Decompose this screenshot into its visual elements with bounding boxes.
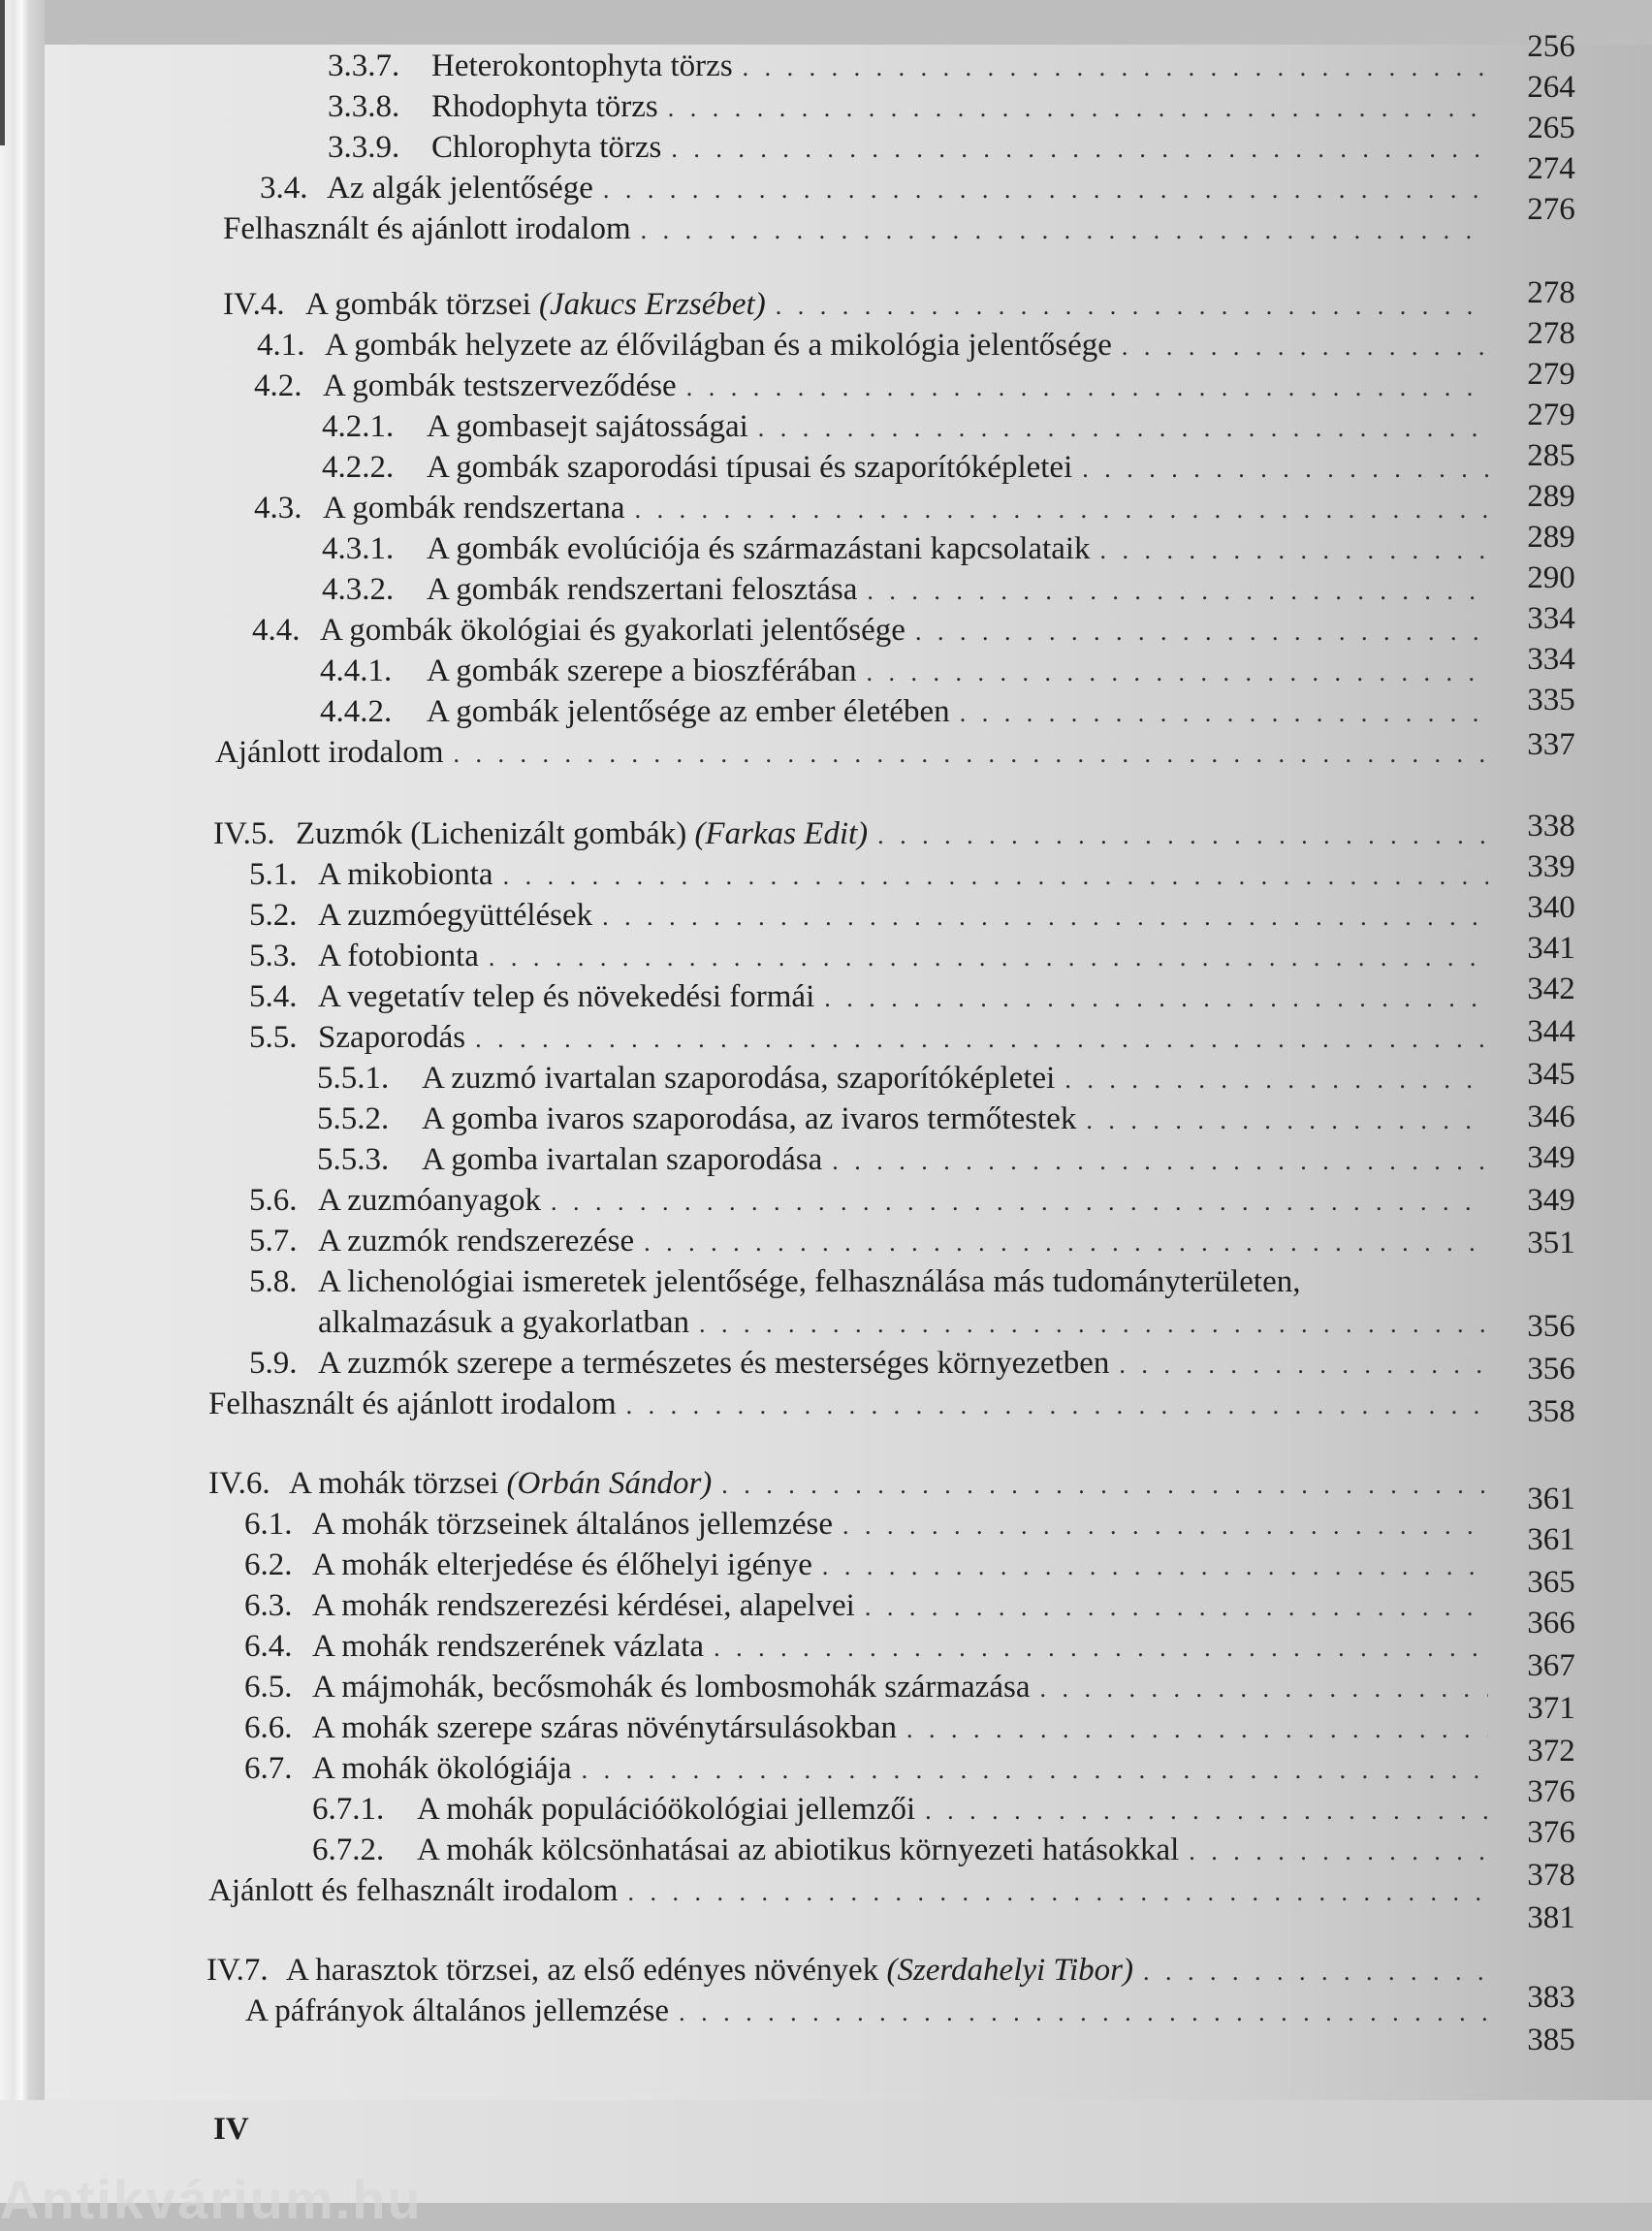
toc-leader-dots: [877, 818, 1488, 853]
toc-entry-6-5: [244, 1668, 1488, 1706]
toc-entry-5-2: [249, 896, 1488, 935]
toc-page-number: 278: [1527, 275, 1575, 310]
toc-leader-dots: [867, 574, 1488, 609]
toc-entry-title: A gombák jelentősége az ember életében: [427, 694, 950, 729]
toc-entry-4-2-2: [322, 448, 1488, 487]
toc-page-number: 339: [1527, 849, 1575, 884]
toc-page-number: 376: [1527, 1774, 1575, 1809]
toc-leader-dots: [627, 1875, 1488, 1910]
toc-page-number: 279: [1527, 398, 1575, 432]
toc-page-number: 349: [1527, 1140, 1575, 1175]
toc-entry-title: Az algák jelentősége: [327, 171, 593, 206]
toc-section-number: 6.7.2.: [312, 1833, 385, 1867]
toc-page-number: 274: [1527, 151, 1575, 186]
toc-section-number: 5.4.: [249, 979, 298, 1014]
toc-entry-title: A lichenológiai ismeretek jelentősége, felhasználása más tudományterületen,: [318, 1264, 1301, 1299]
toc-page-number: 341: [1527, 931, 1575, 966]
toc-entry-ref-43: [245, 1992, 1488, 2030]
toc-entry-3-3-9: [328, 128, 1488, 167]
toc-section-number: 6.7.1.: [312, 1792, 385, 1827]
toc-page-number: 361: [1527, 1482, 1575, 1516]
toc-leader-dots: [776, 289, 1488, 324]
toc-leader-dots: [1064, 1063, 1488, 1098]
toc-entry-author: (Farkas Edit): [694, 816, 869, 851]
toc-leader-dots: [635, 493, 1488, 527]
toc-entry-title: A gombák szerepe a bioszférában: [427, 653, 857, 688]
toc-page-number: 381: [1527, 1900, 1575, 1935]
toc-entry-title: Felhasznált és ajánlott irodalom: [208, 1386, 617, 1421]
toc-entry-5-7: [249, 1222, 1488, 1260]
toc-leader-dots: [824, 981, 1488, 1016]
toc-section-number: 5.5.2.: [317, 1101, 390, 1136]
toc-entry-title: A mohák elterjedése és élőhelyi igénye: [312, 1547, 812, 1582]
toc-page-number: 366: [1527, 1606, 1575, 1641]
toc-entry-6-7-1: [312, 1790, 1488, 1829]
toc-entry-author: (Szerdahelyi Tibor): [886, 1953, 1133, 1988]
toc-leader-dots: [842, 1509, 1488, 1544]
toc-section-number: 6.1.: [244, 1507, 293, 1542]
toc-section-number: 4.2.1.: [322, 409, 395, 444]
toc-page-number: 289: [1527, 520, 1575, 555]
toc-leader-dots: [551, 1185, 1488, 1220]
toc-section-number: IV.4.: [223, 287, 285, 322]
toc-leader-dots: [679, 1995, 1488, 2030]
toc-entry-5-4: [249, 977, 1488, 1016]
toc-leader-dots: [1039, 1672, 1488, 1706]
toc-entry-4-3: [254, 489, 1488, 527]
toc-entry-title: A gombasejt sajátosságai: [427, 409, 748, 444]
toc-entry-5-1: [249, 855, 1488, 894]
toc-leader-dots: [686, 370, 1488, 405]
toc-entry-title: A mohák kölcsönhatásai az abiotikus környezeti hatásokkal: [417, 1833, 1180, 1867]
toc-entry-IV-7: [206, 1951, 1488, 1990]
toc-page-number: 358: [1527, 1394, 1575, 1429]
toc-leader-dots: [822, 1549, 1488, 1584]
toc-page-number: 337: [1527, 727, 1575, 762]
toc-leader-dots: [1082, 452, 1488, 487]
toc-page-number: 338: [1527, 809, 1575, 844]
toc-leader-dots: [489, 940, 1488, 975]
toc-page-number: 264: [1527, 70, 1575, 105]
toc-entry-IV-4: [223, 285, 1488, 324]
toc-page-number: 345: [1527, 1057, 1575, 1092]
toc-entry-title: A gombák ökológiai és gyakorlati jelentősége: [320, 613, 905, 648]
toc-entry-title: Ajánlott irodalom: [215, 735, 444, 770]
toc-section-number: 6.4.: [244, 1629, 293, 1664]
toc-entry-5-5-1: [317, 1059, 1488, 1098]
toc-section-number: 5.2.: [249, 898, 298, 933]
toc-leader-dots: [721, 1468, 1488, 1503]
toc-entry-5-5: [249, 1018, 1488, 1057]
toc-entry-title: A gombák törzsei: [305, 287, 531, 322]
toc-entry-title: A mohák rendszerének vázlata: [312, 1629, 705, 1664]
toc-leader-dots: [1119, 1348, 1488, 1383]
toc-entry-title: A mikobionta: [318, 857, 493, 892]
toc-entry-title: A gomba ivartalan szaporodása: [422, 1142, 823, 1177]
toc-leader-dots: [1086, 1103, 1488, 1138]
toc-section-number: 5.3.: [249, 939, 298, 973]
toc-entry-4-4-2: [320, 692, 1488, 731]
toc-leader-dots: [699, 1307, 1488, 1342]
toc-page-number: 289: [1527, 479, 1575, 514]
toc-leader-dots: [865, 1590, 1488, 1625]
toc-entry-title: A gombák evolúciója és származástani kapcsolataik: [427, 531, 1091, 566]
toc-page-number: 334: [1527, 601, 1575, 636]
toc-entry-4-3-1: [322, 529, 1488, 568]
toc-entry-title: A mohák populációökológiai jellemzői: [417, 1792, 916, 1827]
toc-entry-title: A gombák helyzete az élővilágban és a mikológia jelentősége: [325, 328, 1112, 363]
toc-entry-4-4: [252, 611, 1488, 650]
toc-leader-dots: [1100, 533, 1488, 568]
toc-leader-dots: [582, 1753, 1488, 1788]
toc-leader-dots: [503, 859, 1488, 894]
toc-entry-5-3: [249, 937, 1488, 975]
toc-entry-6-3: [244, 1586, 1488, 1625]
toc-page-number: 376: [1527, 1815, 1575, 1850]
toc-page-number: 351: [1527, 1226, 1575, 1260]
toc-entry-title: A gomba ivaros szaporodása, az ivaros termőtestek: [422, 1101, 1077, 1136]
toc-entry-title: A mohák törzseinek általános jellemzése: [312, 1507, 833, 1542]
toc-page-number: 346: [1527, 1100, 1575, 1134]
toc-entry-5-5-3: [317, 1140, 1488, 1179]
toc-section-number: 3.3.7.: [328, 48, 400, 83]
toc-leader-dots: [960, 696, 1488, 731]
toc-entry-title: Ajánlott és felhasznált irodalom: [208, 1873, 619, 1908]
toc-section-number: 4.3.: [254, 491, 302, 526]
toc-entry-author: (Jakucs Erzsébet): [539, 287, 766, 322]
toc-leader-dots: [641, 213, 1488, 248]
toc-entry-6-4: [244, 1627, 1488, 1666]
toc-leader-dots: [925, 1794, 1488, 1829]
toc-entry-title: A páfrányok általános jellemzése: [245, 1993, 670, 2028]
toc-page-number: 383: [1527, 1980, 1575, 2015]
watermark: Antikvárium.hu: [0, 2169, 423, 2230]
toc-section-number: 3.3.8.: [328, 89, 400, 124]
toc-leader-dots: [758, 411, 1488, 446]
toc-entry-6-2: [244, 1546, 1488, 1584]
toc-page-number: 335: [1527, 683, 1575, 717]
toc-leader-dots: [1122, 330, 1488, 365]
toc-page-number: 334: [1527, 642, 1575, 677]
toc-entry-title: Zuzmók (Lichenizált gombák): [296, 816, 687, 851]
toc-page-number: 285: [1527, 438, 1575, 473]
toc-section-number: 6.3.: [244, 1588, 293, 1623]
toc-leader-dots: [1143, 1955, 1488, 1990]
toc-entry-title: Chlorophyta törzs: [431, 130, 662, 165]
toc-page-number: 265: [1527, 111, 1575, 145]
toc-leader-dots: [743, 50, 1488, 85]
toc-page-number: 344: [1527, 1014, 1575, 1049]
toc-entry-title: A vegetatív telep és növekedési formái: [318, 979, 815, 1014]
toc-entry-title: Felhasznált és ajánlott irodalom: [223, 211, 631, 246]
toc-section-number: 6.5.: [244, 1670, 293, 1705]
toc-page-number: 365: [1527, 1565, 1575, 1600]
toc-page-number: 367: [1527, 1648, 1575, 1683]
toc-section-number: IV.7.: [206, 1953, 269, 1988]
toc-entry-title: A gombák rendszertani felosztása: [427, 572, 858, 607]
toc-section-number: 6.6.: [244, 1710, 293, 1745]
toc-entry-4-2: [254, 367, 1488, 405]
toc-entry-title: A zuzmó ivartalan szaporodása, szaporítóképletei: [422, 1061, 1056, 1096]
toc-page-number: 290: [1527, 560, 1575, 595]
toc-page-number: 279: [1527, 357, 1575, 392]
toc-leader-dots: [454, 737, 1488, 772]
toc-entry-title: Rhodophyta törzs: [431, 89, 658, 124]
toc-page-number: 356: [1527, 1309, 1575, 1344]
toc-section-number: 5.5.3.: [317, 1142, 390, 1177]
toc-page-number: 349: [1527, 1183, 1575, 1218]
toc-page-number: 361: [1527, 1522, 1575, 1557]
toc-entry-ref-30: [208, 1385, 1488, 1423]
toc-section-number: 3.4.: [260, 171, 308, 206]
toc-entry-title: A mohák szerepe száras növénytársulásokban: [312, 1710, 897, 1745]
toc-entry-title: A zuzmók szerepe a természetes és mesterséges környezetben: [318, 1346, 1110, 1381]
toc-section-number: 4.3.2.: [322, 572, 395, 607]
toc-section-number: 5.7.: [249, 1224, 298, 1259]
toc-section-number: 5.6.: [249, 1183, 298, 1218]
toc-section-number: 5.8.: [249, 1264, 298, 1299]
toc-entry-4-2-1: [322, 407, 1488, 446]
toc-entry-3-4: [260, 169, 1488, 207]
toc-section-number: 6.2.: [244, 1547, 293, 1582]
toc-section-number: 4.4.1.: [320, 653, 393, 688]
toc-page-number: 342: [1527, 972, 1575, 1006]
toc-section-number: 4.1.: [257, 328, 305, 363]
toc-entry-title: A mohák rendszerezési kérdései, alapelvei: [312, 1588, 855, 1623]
toc-leader-dots: [671, 132, 1488, 167]
toc-entry-5-5-2: [317, 1100, 1488, 1138]
toc-section-number: 5.9.: [249, 1346, 298, 1381]
toc-leader-dots: [602, 900, 1488, 935]
toc-page-number: 356: [1527, 1352, 1575, 1386]
toc-leader-dots: [714, 1631, 1488, 1666]
toc-entry-title: A fotobionta: [318, 939, 479, 973]
toc-entry-4-3-2: [322, 570, 1488, 609]
toc-leader-dots: [915, 615, 1488, 650]
toc-entry-title: A zuzmók rendszerezése: [318, 1224, 635, 1259]
toc-entry-5-6: [249, 1181, 1488, 1220]
toc-entry-title: A gombák testszerveződése: [323, 368, 677, 403]
toc-leader-dots: [603, 173, 1488, 207]
toc-entry-6-7-2: [312, 1831, 1488, 1869]
toc-leader-dots: [626, 1388, 1488, 1423]
toc-entry-4-1: [257, 326, 1488, 365]
toc-entry-title: Heterokontophyta törzs: [431, 48, 733, 83]
toc-section-number: 4.4.: [252, 613, 301, 648]
footer-page-label: IV: [213, 2112, 249, 2147]
toc-entry-6-7: [244, 1749, 1488, 1788]
toc-entry-IV-5: [213, 814, 1488, 853]
toc-entry-6-6: [244, 1708, 1488, 1747]
toc-entry-4-4-1: [320, 652, 1488, 690]
toc-leader-dots: [866, 655, 1488, 690]
toc-section-number: IV.6.: [208, 1466, 270, 1501]
toc-entry-6-1: [244, 1505, 1488, 1544]
toc-section-number: 6.7.: [244, 1751, 293, 1786]
toc-page-number: 276: [1527, 192, 1575, 227]
toc-page-number: 385: [1527, 2023, 1575, 2057]
toc-entry-title: A zuzmóanyagok: [318, 1183, 542, 1218]
toc-entry-5-9: [249, 1344, 1488, 1383]
toc-page-number: 372: [1527, 1734, 1575, 1769]
toc-section-number: 4.2.: [254, 368, 302, 403]
toc-entry-title: A mohák törzsei: [289, 1466, 499, 1501]
toc-entry-title: A zuzmóegyüttélések: [318, 898, 593, 933]
toc-page-number: 340: [1527, 890, 1575, 925]
toc-page-number: 278: [1527, 316, 1575, 351]
toc-entry-title: A gombák szaporodási típusai és szaporítóképletei: [427, 450, 1073, 485]
toc-page-number: 256: [1527, 29, 1575, 64]
toc-leader-dots: [668, 91, 1488, 126]
toc-section-number: 5.1.: [249, 857, 298, 892]
toc-section-number: 4.2.2.: [322, 450, 395, 485]
toc-leader-dots: [475, 1022, 1488, 1057]
toc-leader-dots: [906, 1712, 1488, 1747]
toc-leader-dots: [644, 1226, 1488, 1260]
toc-section-number: 4.3.1.: [322, 531, 395, 566]
toc-entry-title: A májmohák, becősmohák és lombosmohák származása: [312, 1670, 1031, 1705]
toc-section-number: 5.5.: [249, 1020, 298, 1055]
toc-entry-title-line2: alkalmazásuk a gyakorlatban: [318, 1305, 689, 1340]
toc-entry-title: Szaporodás: [318, 1020, 466, 1055]
toc-entry-title: A mohák ökológiája: [312, 1751, 572, 1786]
toc-entry-author: (Orbán Sándor): [506, 1466, 713, 1501]
toc-section-number: IV.5.: [213, 816, 275, 851]
toc-entry-5-8: [249, 1262, 1300, 1301]
toc-entry-ref-16: [215, 733, 1488, 772]
toc-entry-3-3-8: [328, 87, 1488, 126]
toc-entry-title: A gombák rendszertana: [323, 491, 625, 526]
toc-entry-ref-41: [208, 1871, 1488, 1910]
toc-section-number: 3.3.9.: [328, 130, 400, 165]
toc-section-number: 4.4.2.: [320, 694, 393, 729]
toc-entry-IV-6: [208, 1464, 1488, 1503]
toc-entry-continuation: [318, 1303, 1488, 1342]
toc-leader-dots: [1189, 1834, 1488, 1869]
toc-entry-3-3-7: [328, 47, 1488, 85]
toc-page-number: 371: [1527, 1691, 1575, 1726]
toc-entry-title: A harasztok törzsei, az első edényes növények: [286, 1953, 879, 1988]
toc-page-number: 378: [1527, 1858, 1575, 1893]
toc-entry-ref-4: [223, 209, 1488, 248]
toc-leader-dots: [832, 1144, 1488, 1179]
toc-section-number: 5.5.1.: [317, 1061, 390, 1096]
